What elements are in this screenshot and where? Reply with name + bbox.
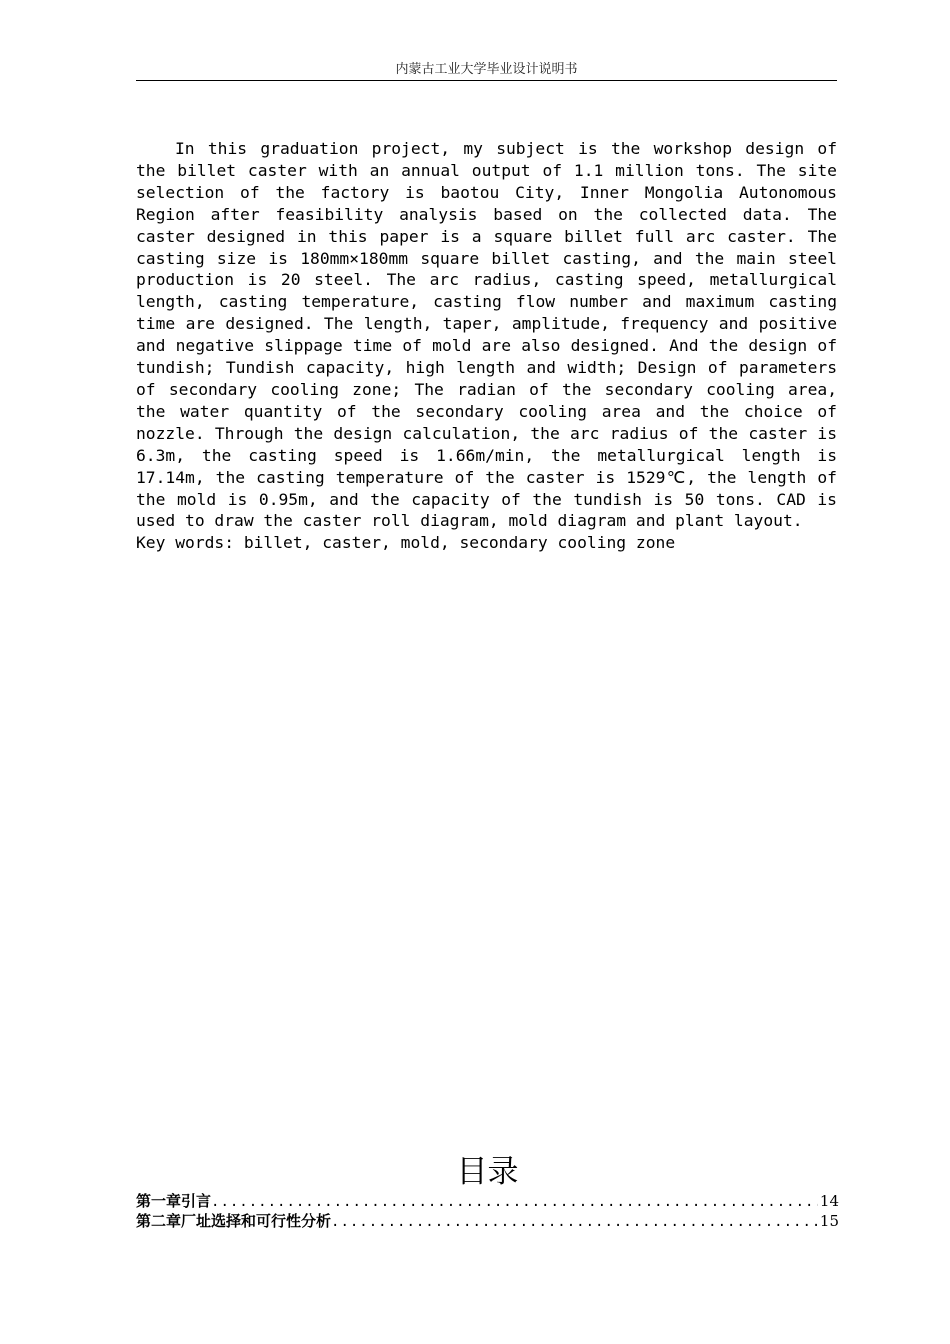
toc-title: 目录 bbox=[456, 1154, 519, 1190]
toc-leader-dots bbox=[211, 1192, 818, 1212]
toc-entry[interactable] bbox=[136, 1211, 839, 1231]
toc-entry-page: 15 bbox=[819, 1212, 839, 1230]
toc-leader-dots bbox=[331, 1212, 818, 1232]
toc-entry-label[interactable]: 第二章厂址选择和可行性分析 bbox=[136, 1212, 332, 1230]
toc-entry[interactable] bbox=[136, 1191, 839, 1211]
toc-entry-page: 14 bbox=[819, 1192, 839, 1210]
header-title: 内蒙古工业大学毕业设计说明书 bbox=[395, 62, 578, 77]
abstract-keywords: Key words: billet, caster, mold, secondary cooling zone bbox=[136, 533, 676, 553]
abstract-body: In this graduation project, my subject is the workshop design of the billet caster with an annual output of 1.1 million tons. The site selection of the factory is baotou City, Inner Mongolia Autonomous Region after feasibility analysis based on the collected data. The caster designed in this paper is a square billet full arc caster. The casting size is 180mm×180mm square billet casting, and the main steel production is 20 steel. The arc radius, casting speed, metallurgical length, casting temperature, casting flow number and maximum casting time are designed. The length, taper, amplitude, frequency and positive and negative slippage time of mold are also designed. And the design of tundish; Tundish capacity, high length and width; Design of parameters of secondary cooling zone; The radian of the secondary cooling area, the water quantity of the secondary cooling area and the choice of nozzle. Through the design calculation, the arc radius of the caster is 6.3m, the casting speed is 1.66m/min, the metallurgical length is 17.14m, the casting temperature of the caster is 1529℃, the length of the mold is 0.95m, and the capacity of the tundish is 50 tons. CAD is used to draw the caster roll diagram, mold diagram and plant layout. bbox=[136, 139, 837, 531]
table-of-contents bbox=[136, 1191, 839, 1231]
abstract-section bbox=[136, 138, 837, 554]
page-header bbox=[136, 60, 837, 81]
toc-entry-label[interactable]: 第一章引言 bbox=[136, 1192, 212, 1210]
